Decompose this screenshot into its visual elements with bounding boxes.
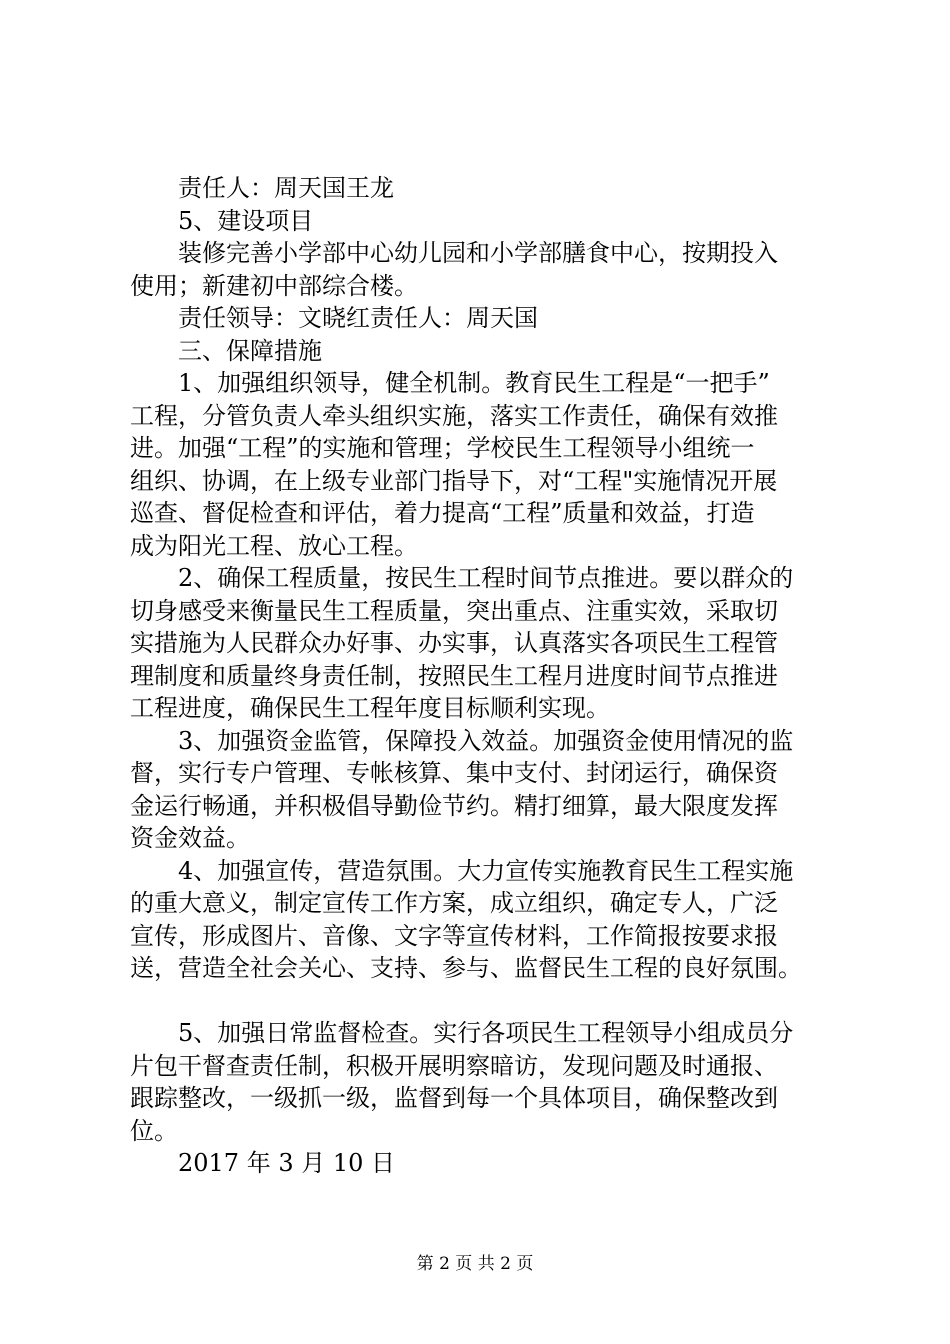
paragraph-line: 3、加强资金监管，保障投入效益。加强资金使用情况的监 bbox=[178, 726, 794, 755]
section-heading: 三、保障措施 bbox=[178, 336, 322, 365]
paragraph-line: 金运行畅通，并积极倡导勤俭节约。精打细算，最大限度发挥 bbox=[130, 791, 778, 820]
paragraph-line: 片包干督查责任制，积极开展明察暗访，发现问题及时通报、 bbox=[130, 1051, 778, 1080]
responsible-person-line: 责任人：周天国王龙 bbox=[178, 174, 394, 202]
page-footer: 第 2 页 共 2 页 bbox=[416, 1254, 534, 1274]
paragraph-line: 装修完善小学部中心幼儿园和小学部膳食中心，按期投入 bbox=[178, 239, 778, 267]
paragraph-line: 送，营造全社会关心、支持、参与、监督民生工程的良好氛围。 bbox=[130, 954, 802, 982]
paragraph-line: 使用；新建初中部综合楼。 bbox=[130, 271, 418, 300]
paragraph-line: 切身感受来衡量民生工程质量，突出重点、注重实效，采取切 bbox=[130, 596, 778, 625]
paragraph-line: 1、加强组织领导，健全机制。教育民生工程是“一把手” bbox=[178, 369, 770, 397]
paragraph-line: 5、加强日常监督检查。实行各项民生工程领导小组成员分 bbox=[178, 1019, 794, 1047]
paragraph-line: 资金效益。 bbox=[130, 824, 250, 852]
section-heading: 5、建设项目 bbox=[178, 206, 314, 235]
paragraph-line: 理制度和质量终身责任制，按照民生工程月进度时间节点推进 bbox=[130, 661, 778, 690]
paragraph-line: 的重大意义，制定宣传工作方案，成立组织，确定专人，广泛 bbox=[130, 889, 778, 917]
paragraph-line: 工程进度，确保民生工程年度目标顺利实现。 bbox=[130, 694, 610, 722]
paragraph-line: 跟踪整改，一级抓一级，监督到每一个具体项目，确保整改到 bbox=[130, 1084, 778, 1112]
paragraph-line: 进。加强“工程”的实施和管理；学校民生工程领导小组统一 bbox=[130, 434, 755, 462]
blank-line bbox=[130, 985, 850, 1018]
paragraph-line: 4、加强宣传，营造氛围。大力宣传实施教育民生工程实施 bbox=[178, 856, 794, 885]
responsible-leader-line: 责任领导：文晓红责任人：周天国 bbox=[178, 304, 538, 332]
paragraph-line: 工程，分管负责人牵头组织实施，落实工作责任，确保有效推 bbox=[130, 401, 778, 430]
paragraph-line: 宣传，形成图片、音像、文字等宣传材料，工作简报按要求报 bbox=[130, 921, 778, 950]
document-body bbox=[130, 172, 850, 1180]
paragraph-line: 组织、协调，在上级专业部门指导下，对“工程"实施情况开展 bbox=[130, 466, 778, 495]
paragraph-line: 实措施为人民群众办好事、办实事，认真落实各项民生工程管 bbox=[130, 629, 778, 657]
paragraph-line: 督，实行专户管理、专帐核算、集中支付、封闭运行，确保资 bbox=[130, 759, 778, 787]
paragraph-line: 2、确保工程质量，按民生工程时间节点推进。要以群众的 bbox=[178, 564, 794, 592]
document-date: 2017 年 3 月 10 日 bbox=[178, 1149, 396, 1177]
paragraph-line: 成为阳光工程、放心工程。 bbox=[130, 531, 418, 560]
paragraph-line: 巡查、督促检查和评估，着力提高“工程”质量和效益，打造 bbox=[130, 499, 755, 527]
paragraph-line: 位。 bbox=[130, 1116, 178, 1145]
